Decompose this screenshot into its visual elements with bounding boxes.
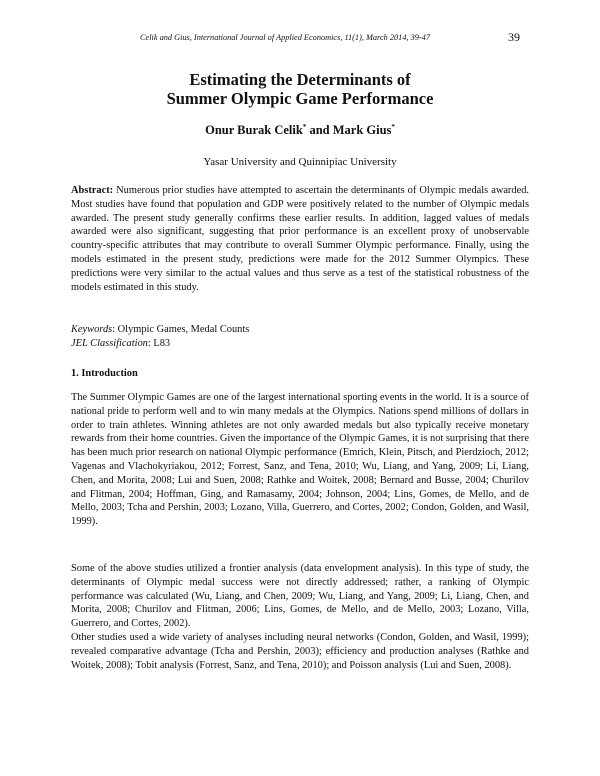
section-heading: 1. Introduction <box>71 368 138 379</box>
author-conjunction: and <box>306 123 333 137</box>
abstract-label: Abstract: <box>71 185 114 196</box>
running-head: Celik and Gius, International Journal of Applied Economics, 11(1), March 2014, 39-47 <box>140 33 430 42</box>
page-number: 39 <box>508 30 520 44</box>
title-line-1: Estimating the Determinants of <box>189 70 411 89</box>
abstract <box>71 184 529 294</box>
author-2: Mark Gius <box>332 123 392 137</box>
keywords-label: Keywords <box>71 324 113 335</box>
intro-paragraph-2: Some of the above studies utilized a frontier analysis (data envelopment analysis). In this type of study, the determinants of Olympic medal success were not directly addressed; rather, a ranking of Olympic performance was calculated (Wu, Liang, and Chen, 2009; Wu, Liang, and Yang, 2009; Li, Liang, Chen, and Morita, 2008; Churilov and Flitman, 2006; Lins, Gomes, de Mello, and de Mello, 2003; Lozano, Villa, Guerrero, and Cortes, 2002). <box>71 563 529 630</box>
author-line <box>60 123 540 138</box>
jel-label: JEL Classification <box>71 337 148 349</box>
keywords-block <box>71 323 529 351</box>
affiliation: Yasar University and Quinnipiac University <box>203 156 397 168</box>
intro-paragraph-1: The Summer Olympic Games are one of the largest international sporting events in the world. It is a source of national pride to perform well and to win many medals at the Olympics. Nations spend millions of dollars in order to train athletes. Winning athletes are not only awarded medals but also typically receive monetary rewards from their home countries. Given the importance of the Olympic Games, it is not surprising that there has been much prior research on national Olympic performance (Emrich, Klein, Pitsch, and Pierdzioch, 2012; Vagenas and Vlachokyriakou, 2012; Forrest, Sanz, and Tena, 2010; Wu, Liang, and Yang, 2009; Li, Liang, Chen, and Morita, 2008; Lui and Suen, 2008; Rathke and Woitek, 2008; Bernard and Busse, 2004; Churilov and Flitman, 2004; Hoffman, Ging, and Ramasamy, 2004; Johnson, 2004; Lins, Gomes, de Mello, and de Mello, 2003; Tcha and Pershin, 2003; Lozano, Villa, Guerrero, and Cortes, 2002; Condon, Golden, and Wasil, 1999). <box>71 392 529 528</box>
abstract-text: Numerous prior studies have attempted to ascertain the determinants of Olympic medals awarded. Most studies have found that population and GDP were positively related to the number of Olympic medals awarded. The present study generally confirms these earlier results. In addition, lagged values of medals awarded were also significant, suggesting that prior performance is an excellent proxy of unobservable country-specific attributes that may contribute to overall Summer Olympic performance. Finally, using the models estimated in the present study, predictions were made for the 2012 Summer Olympics. These predictions were very similar to the actual values and thus serve as a test of the statistical robustness of the models estimated in this study. <box>71 185 529 293</box>
keywords-value: : Olympic Games, Medal Counts <box>112 324 250 335</box>
paper-title <box>60 70 540 108</box>
author-2-footnote-mark[interactable]: * <box>391 123 395 131</box>
keywords-line <box>71 323 529 337</box>
author-1-footnote-mark[interactable]: * <box>302 123 307 131</box>
jel-line <box>71 337 529 351</box>
author-1: Onur Burak Celik <box>205 123 303 137</box>
intro-paragraph-3: Other studies used a wide variety of analyses including neural networks (Condon, Golden, and Wasil, 1999); revealed comparative advantage (Tcha and Pershin, 2003); efficiency and production analyses (Rathke and Woitek, 2008); Tobit analysis (Forrest, Sanz, and Tena, 2010); and Poisson analysis (Lui and Suen, 2008). <box>71 632 529 671</box>
jel-value: : L83 <box>147 337 171 349</box>
title-line-2: Summer Olympic Game Performance <box>166 89 434 108</box>
